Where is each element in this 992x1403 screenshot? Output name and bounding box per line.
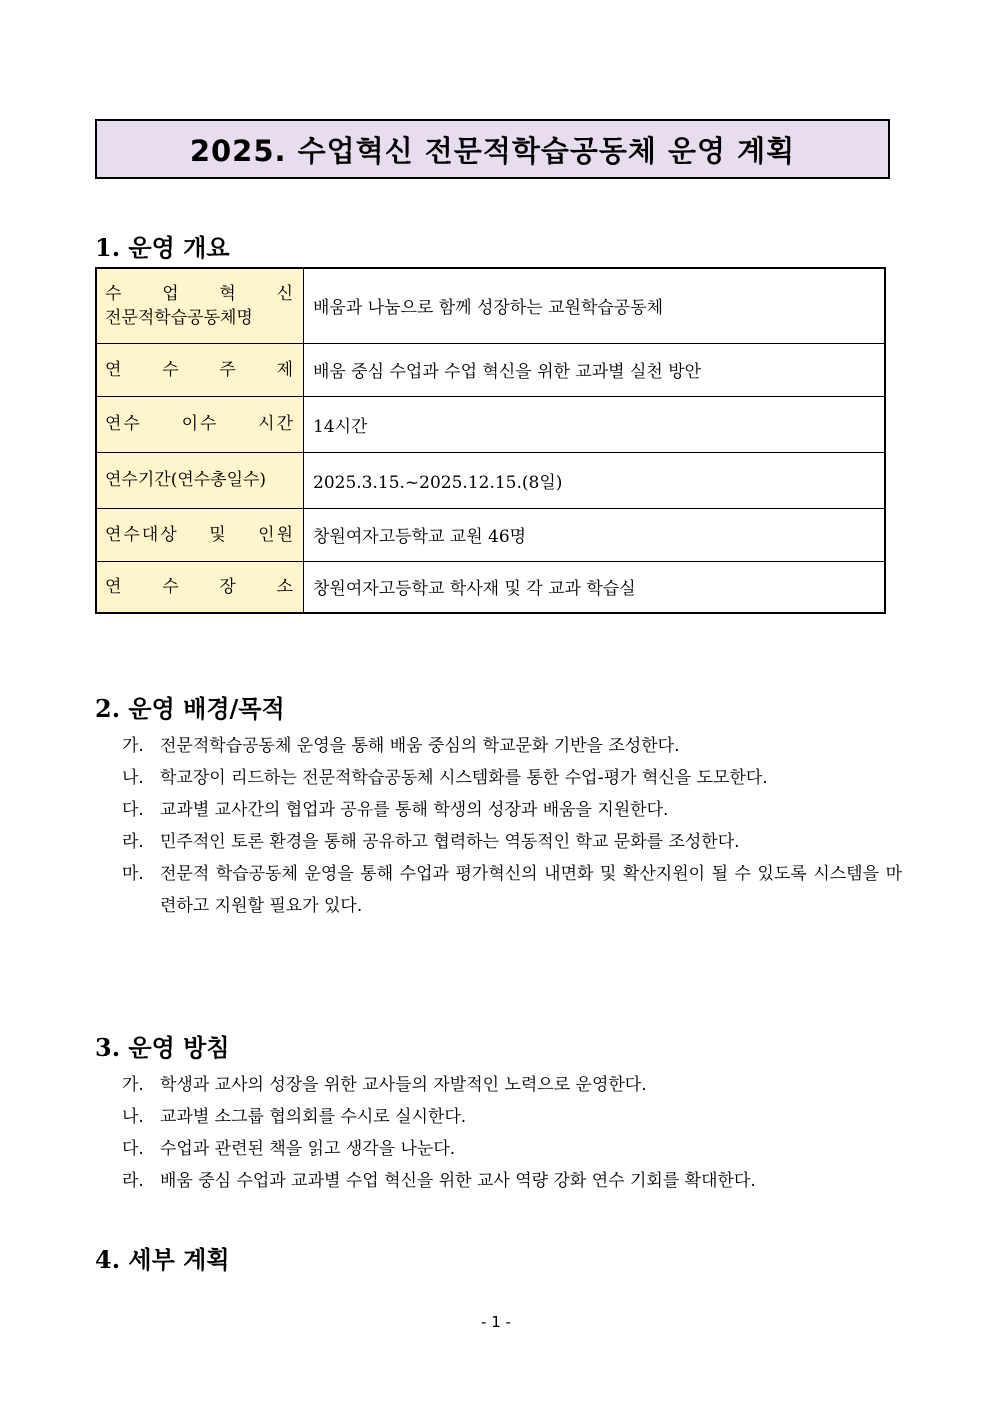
section-heading-overview: 1. 운영 개요 [95, 233, 230, 262]
value-cell: 배움과 나눔으로 함께 성장하는 교원학습공동체 [304, 268, 886, 343]
list-item [122, 794, 902, 826]
section-heading-background: 2. 운영 배경/목적 [95, 694, 285, 723]
list-item [122, 858, 902, 922]
list-text: 배움 중심 수업과 교과별 수업 혁신을 위한 교사 역량 강화 연수 기회를 확대한다. [160, 1171, 756, 1191]
list-text: 전문적 학습공동체 운영을 통해 수업과 평가혁신의 내면화 및 확산지원이 될 수 있도록 시스템을 마련하고 지원할 필요가 있다. [160, 864, 902, 916]
label-cell: 연 수 주 제 [96, 343, 304, 396]
label-cell [96, 268, 304, 343]
page-number: - 1 - [481, 1313, 511, 1331]
list-marker: 마. [122, 864, 144, 884]
value-cell: 창원여자고등학교 교원 46명 [304, 508, 886, 561]
table-row [96, 343, 885, 396]
value-cell: 14시간 [304, 396, 886, 452]
value-cell: 창원여자고등학교 학사재 및 각 교과 학습실 [304, 561, 886, 613]
list-marker: 라. [122, 832, 144, 852]
list-marker: 가. [122, 736, 144, 756]
list-item [122, 1133, 902, 1165]
list-text: 전문적학습공동체 운영을 통해 배움 중심의 학교문화 기반을 조성한다. [160, 736, 680, 756]
list-item [122, 1165, 902, 1197]
table-row [96, 268, 885, 343]
table-row [96, 508, 885, 561]
value-cell: 배움 중심 수업과 수업 혁신을 위한 교과별 실천 방안 [304, 343, 886, 396]
label-cell: 연 수 장 소 [96, 561, 304, 613]
list-marker: 나. [122, 1107, 144, 1127]
document-title: 2025. 수업혁신 전문적학습공동체 운영 계획 [95, 119, 890, 179]
section-heading-detail-plan: 4. 세부 계획 [95, 1245, 230, 1274]
list-item [122, 762, 902, 794]
label-cell: 연수기간(연수총일수) [96, 452, 304, 508]
list-text: 학교장이 리드하는 전문적학습공동체 시스템화를 통한 수업-평가 혁신을 도모한다. [160, 768, 768, 788]
table-row [96, 561, 885, 613]
list-marker: 다. [122, 1139, 144, 1159]
list-text: 학생과 교사의 성장을 위한 교사들의 자발적인 노력으로 운영한다. [160, 1075, 647, 1095]
list-marker: 가. [122, 1075, 144, 1095]
list-text: 교과별 소그룹 협의회를 수시로 실시한다. [160, 1107, 467, 1127]
value-cell: 2025.3.15.~2025.12.15.(8일) [304, 452, 886, 508]
label-cell: 연수 이수 시간 [96, 396, 304, 452]
list-marker: 라. [122, 1171, 144, 1191]
list-text: 민주적인 토론 환경을 통해 공유하고 협력하는 역동적인 학교 문화를 조성한다. [160, 832, 740, 852]
list-marker: 다. [122, 800, 144, 820]
table-row [96, 396, 885, 452]
list-marker: 나. [122, 768, 144, 788]
section-heading-policy: 3. 운영 방침 [95, 1033, 230, 1062]
policy-list [122, 1069, 902, 1197]
list-item [122, 1101, 902, 1133]
label-text: 수 업 혁 신 [105, 283, 295, 304]
list-text: 교과별 교사간의 협업과 공유를 통해 학생의 성장과 배움을 지원한다. [160, 800, 669, 820]
table-row [96, 452, 885, 508]
list-text: 수업과 관련된 책을 읽고 생각을 나눈다. [160, 1139, 456, 1159]
list-item [122, 730, 902, 762]
label-text: 전문적학습공동체명 [105, 307, 253, 328]
background-list [122, 730, 902, 922]
label-cell: 연수대상 및 인원 [96, 508, 304, 561]
list-item [122, 1069, 902, 1101]
list-item [122, 826, 902, 858]
overview-table [95, 267, 886, 614]
